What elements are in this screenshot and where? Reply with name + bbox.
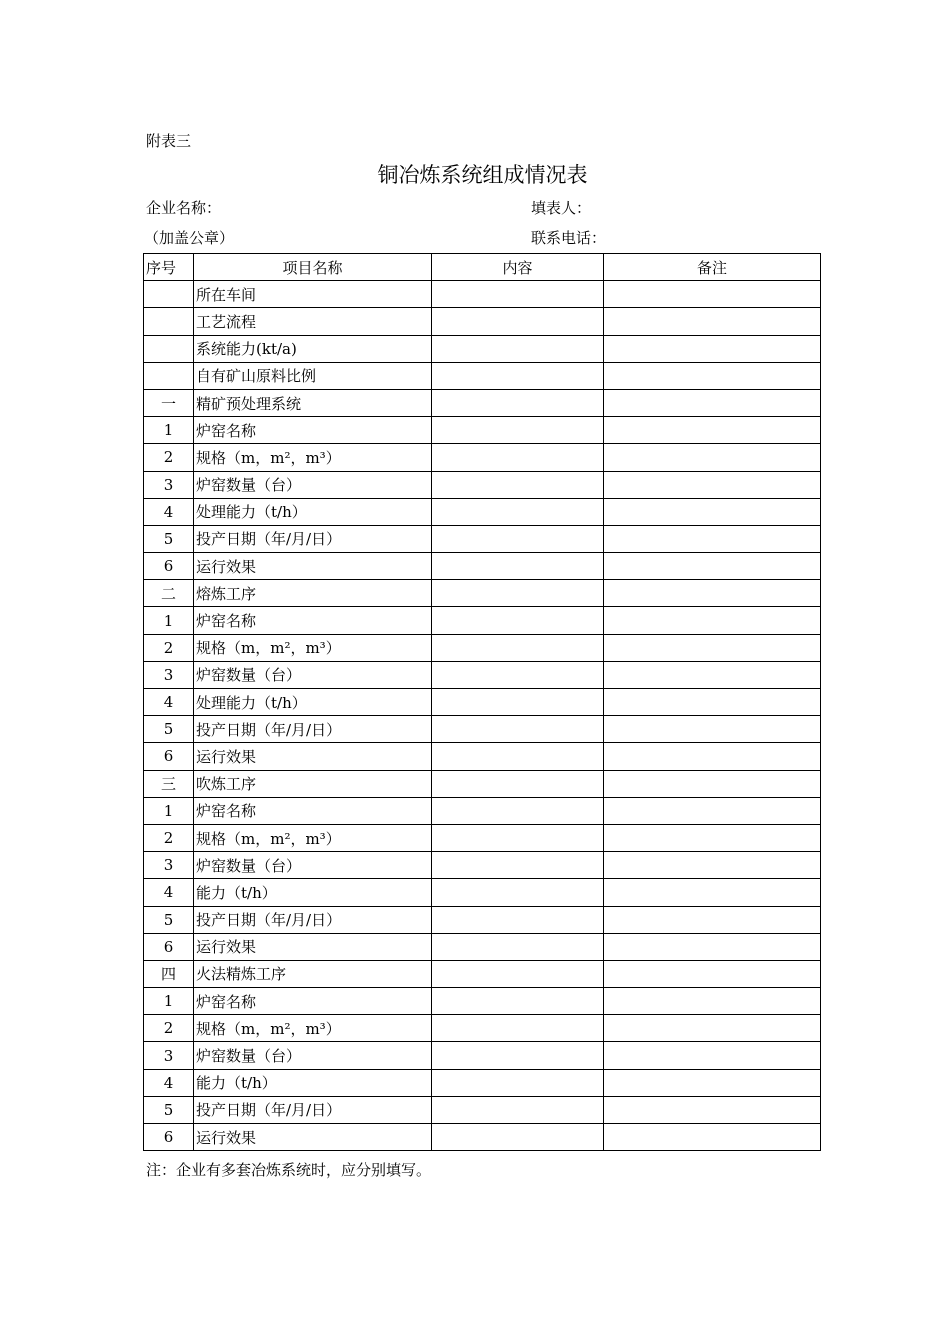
row-serial: 三 [144,770,194,797]
row-remarks-cell[interactable] [604,770,821,797]
row-item-name: 规格（m，m²，m³） [194,634,432,661]
table-row [144,988,821,1015]
row-remarks-cell[interactable] [604,1015,821,1042]
row-content-cell[interactable] [432,1096,604,1123]
row-content-cell[interactable] [432,607,604,634]
row-serial: 4 [144,498,194,525]
table-row [144,743,821,770]
table-row [144,634,821,661]
table-row [144,553,821,580]
table-row [144,933,821,960]
row-serial: 2 [144,824,194,851]
row-serial: 5 [144,525,194,552]
row-remarks-cell[interactable] [604,1069,821,1096]
row-remarks-cell[interactable] [604,852,821,879]
row-content-cell[interactable] [432,335,604,362]
row-item-name: 运行效果 [194,933,432,960]
row-content-cell[interactable] [432,498,604,525]
row-item-name: 系统能力(kt/a) [194,335,432,362]
row-serial [144,308,194,335]
table-row [144,852,821,879]
row-content-cell[interactable] [432,308,604,335]
row-item-name: 工艺流程 [194,308,432,335]
table-row [144,689,821,716]
row-item-name: 自有矿山原料比例 [194,362,432,389]
appendix-label: 附表三 [146,132,192,150]
row-remarks-cell[interactable] [604,689,821,716]
header-remarks: 备注 [604,254,821,281]
row-item-name: 炉窑名称 [194,607,432,634]
row-item-name: 投产日期（年/月/日） [194,525,432,552]
table-row [144,1096,821,1123]
row-remarks-cell[interactable] [604,824,821,851]
table-row [144,1015,821,1042]
table-row [144,824,821,851]
row-serial: 2 [144,444,194,471]
row-remarks-cell[interactable] [604,308,821,335]
row-remarks-cell[interactable] [604,580,821,607]
row-item-name: 投产日期（年/月/日） [194,906,432,933]
row-item-name: 炉窑名称 [194,988,432,1015]
row-remarks-cell[interactable] [604,906,821,933]
table-row [144,281,821,308]
table-row [144,879,821,906]
row-remarks-cell[interactable] [604,498,821,525]
table-row [144,362,821,389]
row-remarks-cell[interactable] [604,988,821,1015]
row-serial: 2 [144,1015,194,1042]
row-remarks-cell[interactable] [604,960,821,987]
row-item-name: 能力（t/h） [194,879,432,906]
row-item-name: 所在车间 [194,281,432,308]
header-item-name: 项目名称 [194,254,432,281]
table-row [144,960,821,987]
row-item-name: 炉窑名称 [194,417,432,444]
table-row [144,417,821,444]
row-content-cell[interactable] [432,988,604,1015]
table-row [144,308,821,335]
table-row [144,770,821,797]
row-content-cell[interactable] [432,1124,604,1151]
row-remarks-cell[interactable] [604,553,821,580]
row-remarks-cell[interactable] [604,362,821,389]
header-content: 内容 [432,254,604,281]
row-serial: 二 [144,580,194,607]
row-content-cell[interactable] [432,689,604,716]
row-item-name: 炉窑数量（台） [194,852,432,879]
row-remarks-cell[interactable] [604,716,821,743]
row-remarks-cell[interactable] [604,797,821,824]
row-serial [144,335,194,362]
row-serial: 4 [144,689,194,716]
table-row [144,471,821,498]
table-row [144,580,821,607]
row-remarks-cell[interactable] [604,933,821,960]
row-serial: 1 [144,417,194,444]
table-row [144,498,821,525]
row-item-name: 规格（m，m²，m³） [194,444,432,471]
row-serial: 4 [144,879,194,906]
seal-label: （加盖公章） [144,229,235,247]
row-remarks-cell[interactable] [604,634,821,661]
row-content-cell[interactable] [432,906,604,933]
row-remarks-cell[interactable] [604,743,821,770]
phone-label: 联系电话： [531,229,607,247]
row-serial: 6 [144,553,194,580]
row-content-cell[interactable] [432,444,604,471]
row-serial [144,281,194,308]
row-content-cell[interactable] [432,580,604,607]
row-serial: 3 [144,661,194,688]
table-row [144,607,821,634]
row-serial: 5 [144,906,194,933]
row-content-cell[interactable] [432,417,604,444]
company-name-label: 企业名称： [146,199,222,217]
row-serial [144,362,194,389]
row-serial: 5 [144,716,194,743]
header-serial: 序号 [144,254,194,281]
row-remarks-cell[interactable] [604,607,821,634]
row-serial: 1 [144,797,194,824]
row-content-cell[interactable] [432,852,604,879]
row-content-cell[interactable] [432,525,604,552]
row-content-cell[interactable] [432,471,604,498]
row-item-name: 投产日期（年/月/日） [194,1096,432,1123]
row-remarks-cell[interactable] [604,389,821,416]
footnote: 注：企业有多套冶炼系统时，应分别填写。 [146,1161,432,1179]
row-content-cell[interactable] [432,553,604,580]
row-serial: 四 [144,960,194,987]
row-item-name: 精矿预处理系统 [194,389,432,416]
filler-label: 填表人： [531,199,592,217]
table-row [144,1042,821,1069]
row-serial: 4 [144,1069,194,1096]
row-content-cell[interactable] [432,1015,604,1042]
row-item-name: 运行效果 [194,743,432,770]
row-item-name: 吹炼工序 [194,770,432,797]
row-remarks-cell[interactable] [604,1042,821,1069]
row-remarks-cell[interactable] [604,417,821,444]
row-serial: 6 [144,1124,194,1151]
table-row [144,716,821,743]
row-remarks-cell[interactable] [604,335,821,362]
row-content-cell[interactable] [432,824,604,851]
row-serial: 3 [144,1042,194,1069]
row-item-name: 炉窑名称 [194,797,432,824]
row-item-name: 规格（m，m²，m³） [194,824,432,851]
row-item-name: 处理能力（t/h） [194,689,432,716]
row-content-cell[interactable] [432,1042,604,1069]
row-item-name: 能力（t/h） [194,1069,432,1096]
row-serial: 3 [144,471,194,498]
row-item-name: 规格（m，m²，m³） [194,1015,432,1042]
table-row [144,906,821,933]
row-serial: 一 [144,389,194,416]
row-content-cell[interactable] [432,770,604,797]
row-serial: 6 [144,933,194,960]
row-content-cell[interactable] [432,281,604,308]
row-remarks-cell[interactable] [604,471,821,498]
row-content-cell[interactable] [432,1069,604,1096]
row-item-name: 熔炼工序 [194,580,432,607]
row-item-name: 炉窑数量（台） [194,661,432,688]
row-serial: 2 [144,634,194,661]
table-header-row [144,254,821,281]
row-serial: 1 [144,988,194,1015]
row-serial: 3 [144,852,194,879]
row-remarks-cell[interactable] [604,879,821,906]
row-content-cell[interactable] [432,797,604,824]
row-item-name: 运行效果 [194,1124,432,1151]
row-remarks-cell[interactable] [604,1124,821,1151]
table-row [144,797,821,824]
row-serial: 5 [144,1096,194,1123]
row-content-cell[interactable] [432,743,604,770]
table-row [144,1069,821,1096]
row-content-cell[interactable] [432,933,604,960]
row-serial: 6 [144,743,194,770]
page-title: 铜冶炼系统组成情况表 [377,163,588,187]
table-row [144,525,821,552]
row-item-name: 火法精炼工序 [194,960,432,987]
row-content-cell[interactable] [432,960,604,987]
row-serial: 1 [144,607,194,634]
row-item-name: 处理能力（t/h） [194,498,432,525]
table-row [144,335,821,362]
row-content-cell[interactable] [432,716,604,743]
table-row [144,444,821,471]
row-content-cell[interactable] [432,389,604,416]
table-row [144,661,821,688]
row-content-cell[interactable] [432,879,604,906]
row-item-name: 炉窑数量（台） [194,1042,432,1069]
row-content-cell[interactable] [432,362,604,389]
row-remarks-cell[interactable] [604,281,821,308]
table-row [144,389,821,416]
row-item-name: 运行效果 [194,553,432,580]
row-remarks-cell[interactable] [604,525,821,552]
composition-table [143,253,821,1151]
row-item-name: 投产日期（年/月/日） [194,716,432,743]
table-row [144,1124,821,1151]
row-remarks-cell[interactable] [604,444,821,471]
row-content-cell[interactable] [432,634,604,661]
row-content-cell[interactable] [432,661,604,688]
row-remarks-cell[interactable] [604,1096,821,1123]
row-item-name: 炉窑数量（台） [194,471,432,498]
row-remarks-cell[interactable] [604,661,821,688]
